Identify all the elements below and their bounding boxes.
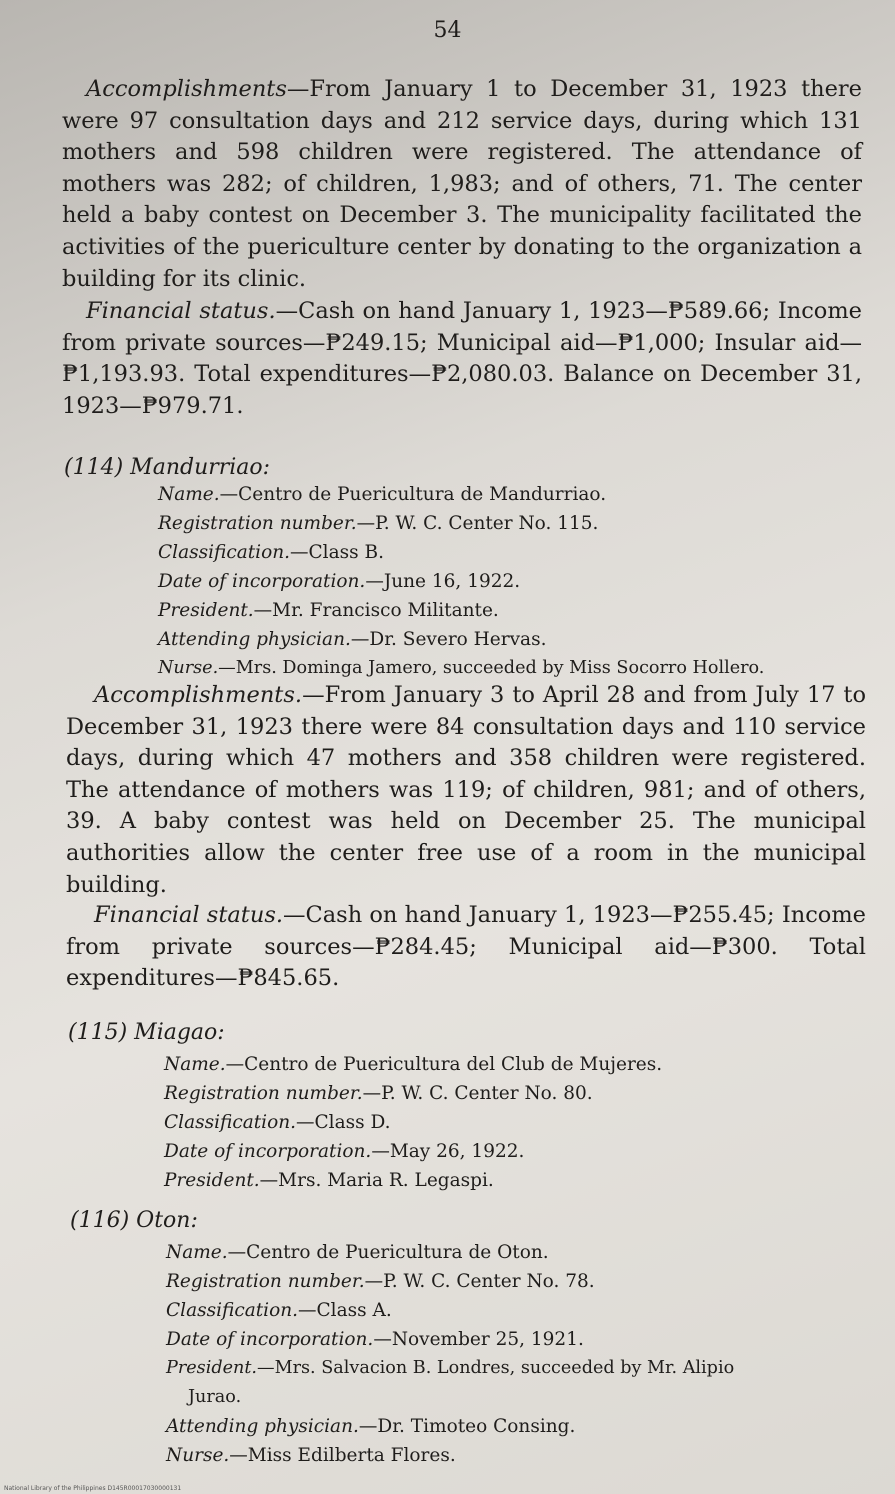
entry-record-115: [164, 1050, 864, 1195]
entry-114-financial-paragraph: Financial status.—Cash on hand January 1, 1923—₱255.45; Income from private sources—₱284.45; Municipal aid—₱300. Total expenditures—₱845.65.: [66, 902, 866, 992]
scan-footer: National Library of the Philippines D145R00017030000131: [4, 1485, 182, 1492]
intro-financial-paragraph: [62, 296, 862, 422]
record-field: Name.—Centro de Puericultura de Mandurriao.: [158, 484, 607, 505]
record-field: Date of incorporation.—November 25, 1921.: [166, 1329, 584, 1350]
record-field: Attending physician.—Dr. Severo Hervas.: [158, 629, 547, 650]
record-field-continuation: Jurao.: [188, 1387, 242, 1407]
entry-place: Mandurriao:: [130, 455, 271, 480]
record-field: Registration number.—P. W. C. Center No. 115.: [158, 513, 599, 534]
record-field: President.—Mrs. Salvacion B. Londres, succeeded by Mr. Alipio Jurao.: [166, 1354, 876, 1412]
financial-lead: Financial status.: [86, 298, 276, 324]
record-field: Nurse.—Miss Edilberta Flores.: [166, 1445, 456, 1466]
accomplishments-lead: Accomplishments: [86, 76, 287, 102]
record-field: Classification.—Class A.: [166, 1300, 392, 1321]
financial-text: —Cash on hand January 1, 1923—₱589.66; Income from private sources—₱249.15; Municipal aid—₱1,000; Insular aid—₱1,193.93. Total expenditures—₱2,080.03. Balance on December 31, 1923—₱979.71.: [62, 298, 862, 419]
record-field: Date of incorporation.—June 16, 1922.: [158, 571, 521, 592]
entry-record-114: [158, 480, 868, 683]
record-field: President.—Mrs. Maria R. Legaspi.: [164, 1170, 494, 1191]
entry-heading-115: [68, 1020, 225, 1045]
entry-record-116: [166, 1238, 876, 1470]
entry-place: Oton:: [136, 1208, 198, 1233]
entry-number: (114): [64, 455, 124, 480]
entry-place: Miagao:: [134, 1020, 225, 1045]
record-field: Date of incorporation.—May 26, 1922.: [164, 1141, 525, 1162]
entry-number: (116): [70, 1208, 130, 1233]
record-field: President.—Mr. Francisco Militante.: [158, 600, 499, 621]
page-number: 54: [433, 18, 462, 43]
record-field: Attending physician.—Dr. Timoteo Consing.: [166, 1416, 576, 1437]
record-field: Registration number.—P. W. C. Center No. 80.: [164, 1083, 593, 1104]
entry-114-accomplishments-paragraph: Accomplishments.—From January 3 to April 28 and from July 17 to December 31, 1923 there were 84 consultation days and 110 service days, during which 47 mothers and 358 children were registered. The attendance of mothers was 119; of children, 981; and of others, 39. A baby contest was held on December 25. The municipal authorities allow the center free use of a room in the municipal building.: [66, 682, 866, 898]
entry-heading-116: [70, 1208, 198, 1233]
record-field: Name.—Centro de Puericultura del Club de Mujeres.: [164, 1054, 663, 1075]
record-field: Name.—Centro de Puericultura de Oton.: [166, 1242, 549, 1263]
record-field: Classification.—Class B.: [158, 542, 384, 563]
intro-accomplishments-paragraph: [62, 74, 862, 295]
entry-number: (115): [68, 1020, 128, 1045]
record-field: Classification.—Class D.: [164, 1112, 391, 1133]
accomplishments-text: —From January 1 to December 31, 1923 there were 97 consultation days and 212 service days, during which 131 mothers and 598 children were registered. The attendance of mothers was 282; of children, 1,983; and of others, 71. The center held a baby contest on December 3. The municipality facilitated the activities of the puericulture center by donating to the organization a building for its clinic.: [62, 76, 862, 292]
entry-heading-114: [64, 455, 270, 480]
record-field: Registration number.—P. W. C. Center No. 78.: [166, 1271, 595, 1292]
record-field: Nurse.—Mrs. Dominga Jamero, succeeded by Miss Socorro Hollero.: [158, 658, 765, 678]
